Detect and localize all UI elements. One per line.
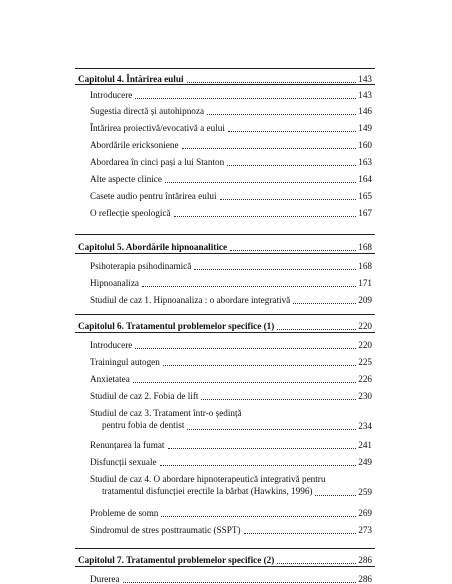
toc-entry-title-continued: tratamentul disfuncției erectile la bărbat (Hawkins, 1996) — [102, 486, 313, 497]
divider-rule — [75, 234, 375, 235]
toc-section-entry — [90, 509, 372, 518]
toc-section-entry — [90, 392, 372, 401]
toc-entry-title: Abordarea în cinci pași a lui Stanton — [90, 157, 225, 167]
toc-section-entry — [90, 262, 372, 271]
dot-leader — [187, 82, 357, 83]
toc-entry-title: Renunțarea la fumat — [90, 440, 165, 450]
toc-entry-title: Întărirea proiectivă/evocativă a eului — [90, 123, 225, 133]
toc-entry-title: Studiul de caz 4. O abordare hipnoterapeutică integrativă pentru — [90, 474, 326, 484]
dot-leader — [228, 131, 356, 132]
toc-entry-title: Capitolul 4. Întărirea eului — [78, 74, 184, 84]
toc-section-entry — [90, 458, 372, 467]
toc-page-number: 259 — [358, 487, 372, 497]
toc-section-entry — [90, 141, 372, 150]
toc-section-entry — [90, 341, 372, 350]
toc-page-number: 273 — [358, 525, 372, 535]
dot-leader — [133, 382, 356, 383]
toc-page-number: 230 — [358, 391, 372, 401]
toc-section-entry — [90, 279, 372, 288]
dot-leader — [220, 199, 357, 200]
toc-section-entry — [90, 375, 372, 384]
divider-rule — [75, 253, 375, 254]
dot-leader — [194, 269, 356, 270]
divider-rule — [75, 548, 375, 549]
toc-page-number: 171 — [358, 278, 372, 288]
toc-chapter-entry — [78, 75, 372, 84]
toc-entry-title: Studiul de caz 1. Hipnoanaliza : o abordare integrativă — [90, 295, 291, 305]
toc-entry-title: Durerea — [90, 574, 120, 584]
toc-section-entry — [90, 192, 372, 201]
toc-page-number: 226 — [358, 374, 372, 384]
toc-section-entry — [90, 296, 372, 305]
divider-rule — [75, 314, 375, 315]
dot-leader — [160, 465, 357, 466]
toc-section-entry — [90, 175, 372, 184]
toc-entry-title: Capitolul 6. Tratamentul problemelor specifice (1) — [78, 321, 275, 331]
dot-leader — [201, 399, 356, 400]
toc-section-entry — [90, 124, 372, 133]
toc-entry-title: Studiul de caz 2. Fobia de lift — [90, 391, 199, 401]
toc-page-number: 164 — [358, 174, 372, 184]
dot-leader — [182, 148, 357, 149]
toc-entry-title: Psihoterapia psihodinamică — [90, 261, 192, 271]
toc-page-number: 241 — [358, 440, 372, 450]
toc-page-number: 168 — [358, 261, 372, 271]
toc-chapter-entry — [78, 322, 372, 331]
toc-page-number: 168 — [358, 242, 372, 252]
toc-entry-title: Sugestia directă și autohipnoza — [90, 106, 205, 116]
toc-page-number: 149 — [358, 123, 372, 133]
toc-page-number: 143 — [358, 74, 372, 84]
toc-entry-title: O reflecție speologică — [90, 208, 171, 218]
toc-page-number: 269 — [358, 508, 372, 518]
toc-entry-title-continued: pentru fobia de dentist — [102, 420, 185, 431]
dot-leader — [230, 250, 356, 251]
toc-chapter-entry — [78, 243, 372, 252]
divider-rule — [75, 68, 375, 69]
toc-entry-title: Alte aspecte clinice — [90, 174, 162, 184]
toc-page-number: 209 — [358, 295, 372, 305]
dot-leader — [168, 448, 357, 449]
toc-entry-title: Sindromul de stres posttraumatic (SSPT) — [90, 525, 241, 535]
dot-leader — [174, 216, 357, 217]
toc-section-entry — [90, 526, 372, 535]
toc-page-number: 234 — [358, 421, 372, 431]
toc-page-number: 220 — [358, 340, 372, 350]
toc-page-number: 220 — [358, 321, 372, 331]
toc-entry-title: Hipnoanaliza — [90, 278, 139, 288]
toc-section-entry — [90, 441, 372, 450]
toc-page-number: 165 — [358, 191, 372, 201]
toc-section-entry — [90, 358, 372, 367]
dot-leader — [277, 563, 356, 564]
toc-section-entry — [90, 209, 372, 218]
divider-rule — [75, 332, 375, 333]
dot-leader — [244, 533, 357, 534]
toc-entry-title: Introducere — [90, 90, 133, 100]
dot-leader — [123, 582, 357, 583]
toc-entry-title: Probleme de somn — [90, 508, 159, 518]
toc-section-entry — [90, 409, 372, 430]
divider-rule — [75, 566, 375, 567]
dot-leader — [277, 329, 356, 330]
dot-leader — [315, 495, 356, 496]
dot-leader — [161, 516, 356, 517]
toc-entry-title: Introducere — [90, 340, 133, 350]
toc-section-entry — [90, 107, 372, 116]
dot-leader — [227, 165, 356, 166]
toc-entry-title: Casete audio pentru întărirea eului — [90, 191, 217, 201]
toc-entry-title: Capitolul 5. Abordările hipnoanalitice — [78, 242, 228, 252]
toc-page-number: 167 — [358, 208, 372, 218]
toc-section-entry — [90, 91, 372, 100]
toc-page-number: 249 — [358, 457, 372, 467]
toc-page-number: 286 — [358, 555, 372, 565]
toc-entry-title: Trainingul autogen — [90, 357, 160, 367]
toc-chapter-entry — [78, 556, 372, 565]
toc-section-entry — [90, 475, 372, 496]
dot-leader — [165, 182, 356, 183]
dot-leader — [187, 429, 356, 430]
toc-entry-title: Capitolul 7. Tratamentul problemelor specifice (2) — [78, 555, 275, 565]
dot-leader — [207, 114, 356, 115]
toc-page-number: 146 — [358, 106, 372, 116]
toc-section-entry — [90, 158, 372, 167]
toc-page-number: 286 — [358, 574, 372, 584]
toc-entry-title: Anxietatea — [90, 374, 130, 384]
dot-leader — [135, 98, 356, 99]
toc-entry-title: Studiul de caz 3. Tratament într-o ședință — [90, 408, 242, 418]
dot-leader — [135, 348, 356, 349]
dot-leader — [142, 286, 356, 287]
dot-leader — [163, 365, 356, 366]
toc-entry-title: Disfuncții sexuale — [90, 457, 157, 467]
toc-page-number: 160 — [358, 140, 372, 150]
toc-page-number: 143 — [358, 90, 372, 100]
toc-page-number: 163 — [358, 157, 372, 167]
dot-leader — [293, 303, 356, 304]
toc-section-entry — [90, 575, 372, 584]
toc-entry-title: Abordările ericksoniene — [90, 140, 179, 150]
toc-page-number: 225 — [358, 357, 372, 367]
